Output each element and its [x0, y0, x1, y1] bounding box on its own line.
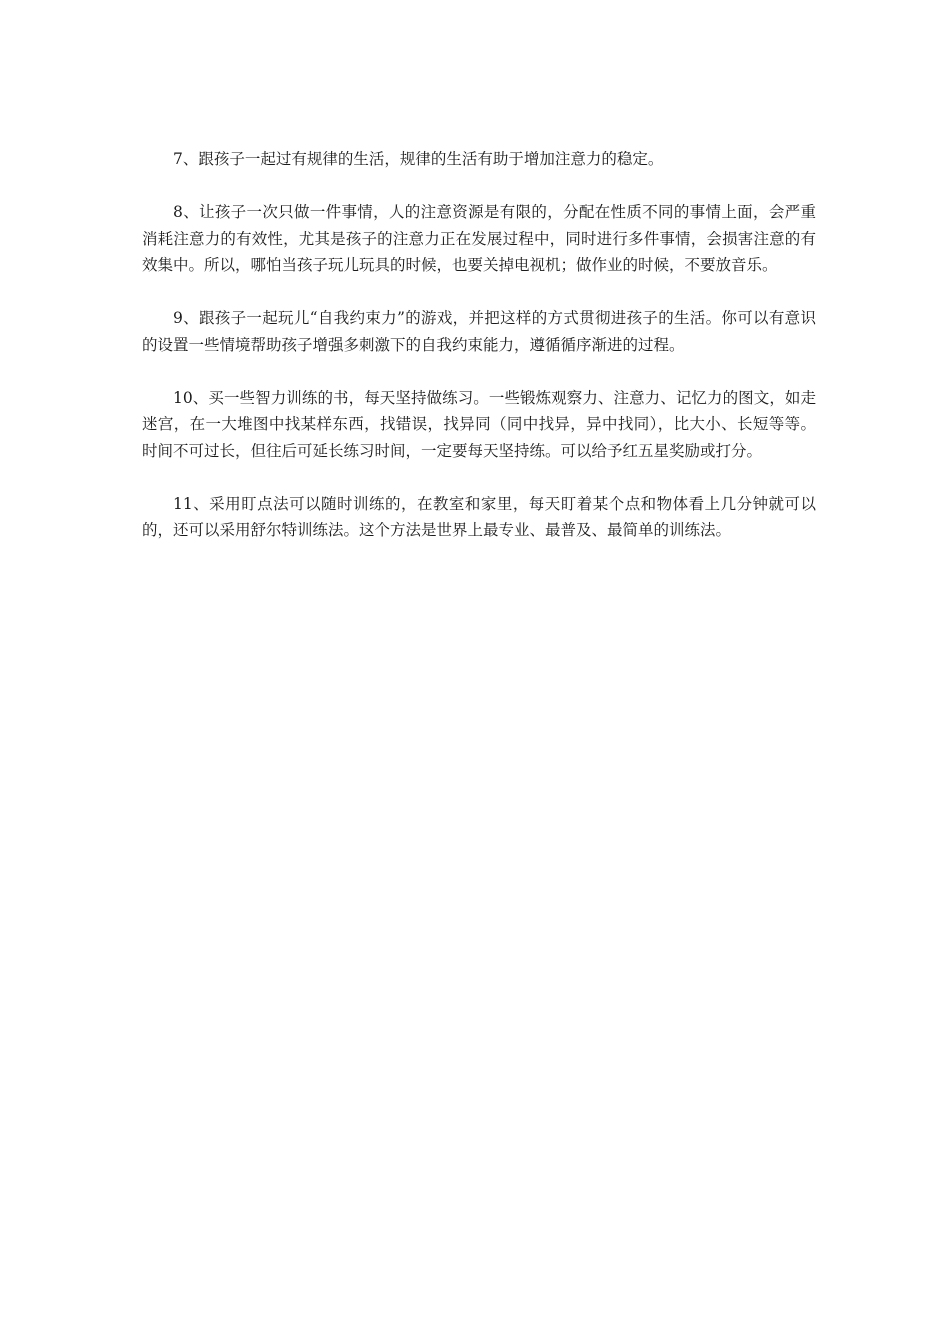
paragraph-9: 9、跟孩子一起玩儿“自我约束力”的游戏，并把这样的方式贯彻进孩子的生活。你可以有意识的设置一些情境帮助孩子增强多刺激下的自我约束能力，遵循循序渐进的过程。: [142, 309, 816, 354]
paragraph-8: 8、让孩子一次只做一件事情，人的注意资源是有限的，分配在性质不同的事情上面，会严重消耗注意力的有效性，尤其是孩子的注意力正在发展过程中，同时进行多件事情，会损害注意的有效集中。所以，哪怕当孩子玩儿玩具的时候，也要关掉电视机；做作业的时候，不要放音乐。: [142, 203, 816, 274]
document-body: [142, 146, 816, 570]
paragraph-10: 10、买一些智力训练的书，每天坚持做练习。一些锻炼观察力、注意力、记忆力的图文，如走迷宫，在一大堆图中找某样东西，找错误，找异同（同中找异，异中找同），比大小、长短等等。时间不可过长，但往后可延长练习时间，一定要每天坚持练。可以给予红五星奖励或打分。: [142, 388, 816, 460]
paragraph-7: 7、跟孩子一起过有规律的生活，规律的生活有助于增加注意力的稳定。: [173, 150, 664, 168]
paragraph-11: 11、采用盯点法可以随时训练的，在教室和家里，每天盯着某个点和物体看上几分钟就可以的，还可以采用舒尔特训练法。这个方法是世界上最专业、最普及、最简单的训练法。: [142, 494, 816, 539]
